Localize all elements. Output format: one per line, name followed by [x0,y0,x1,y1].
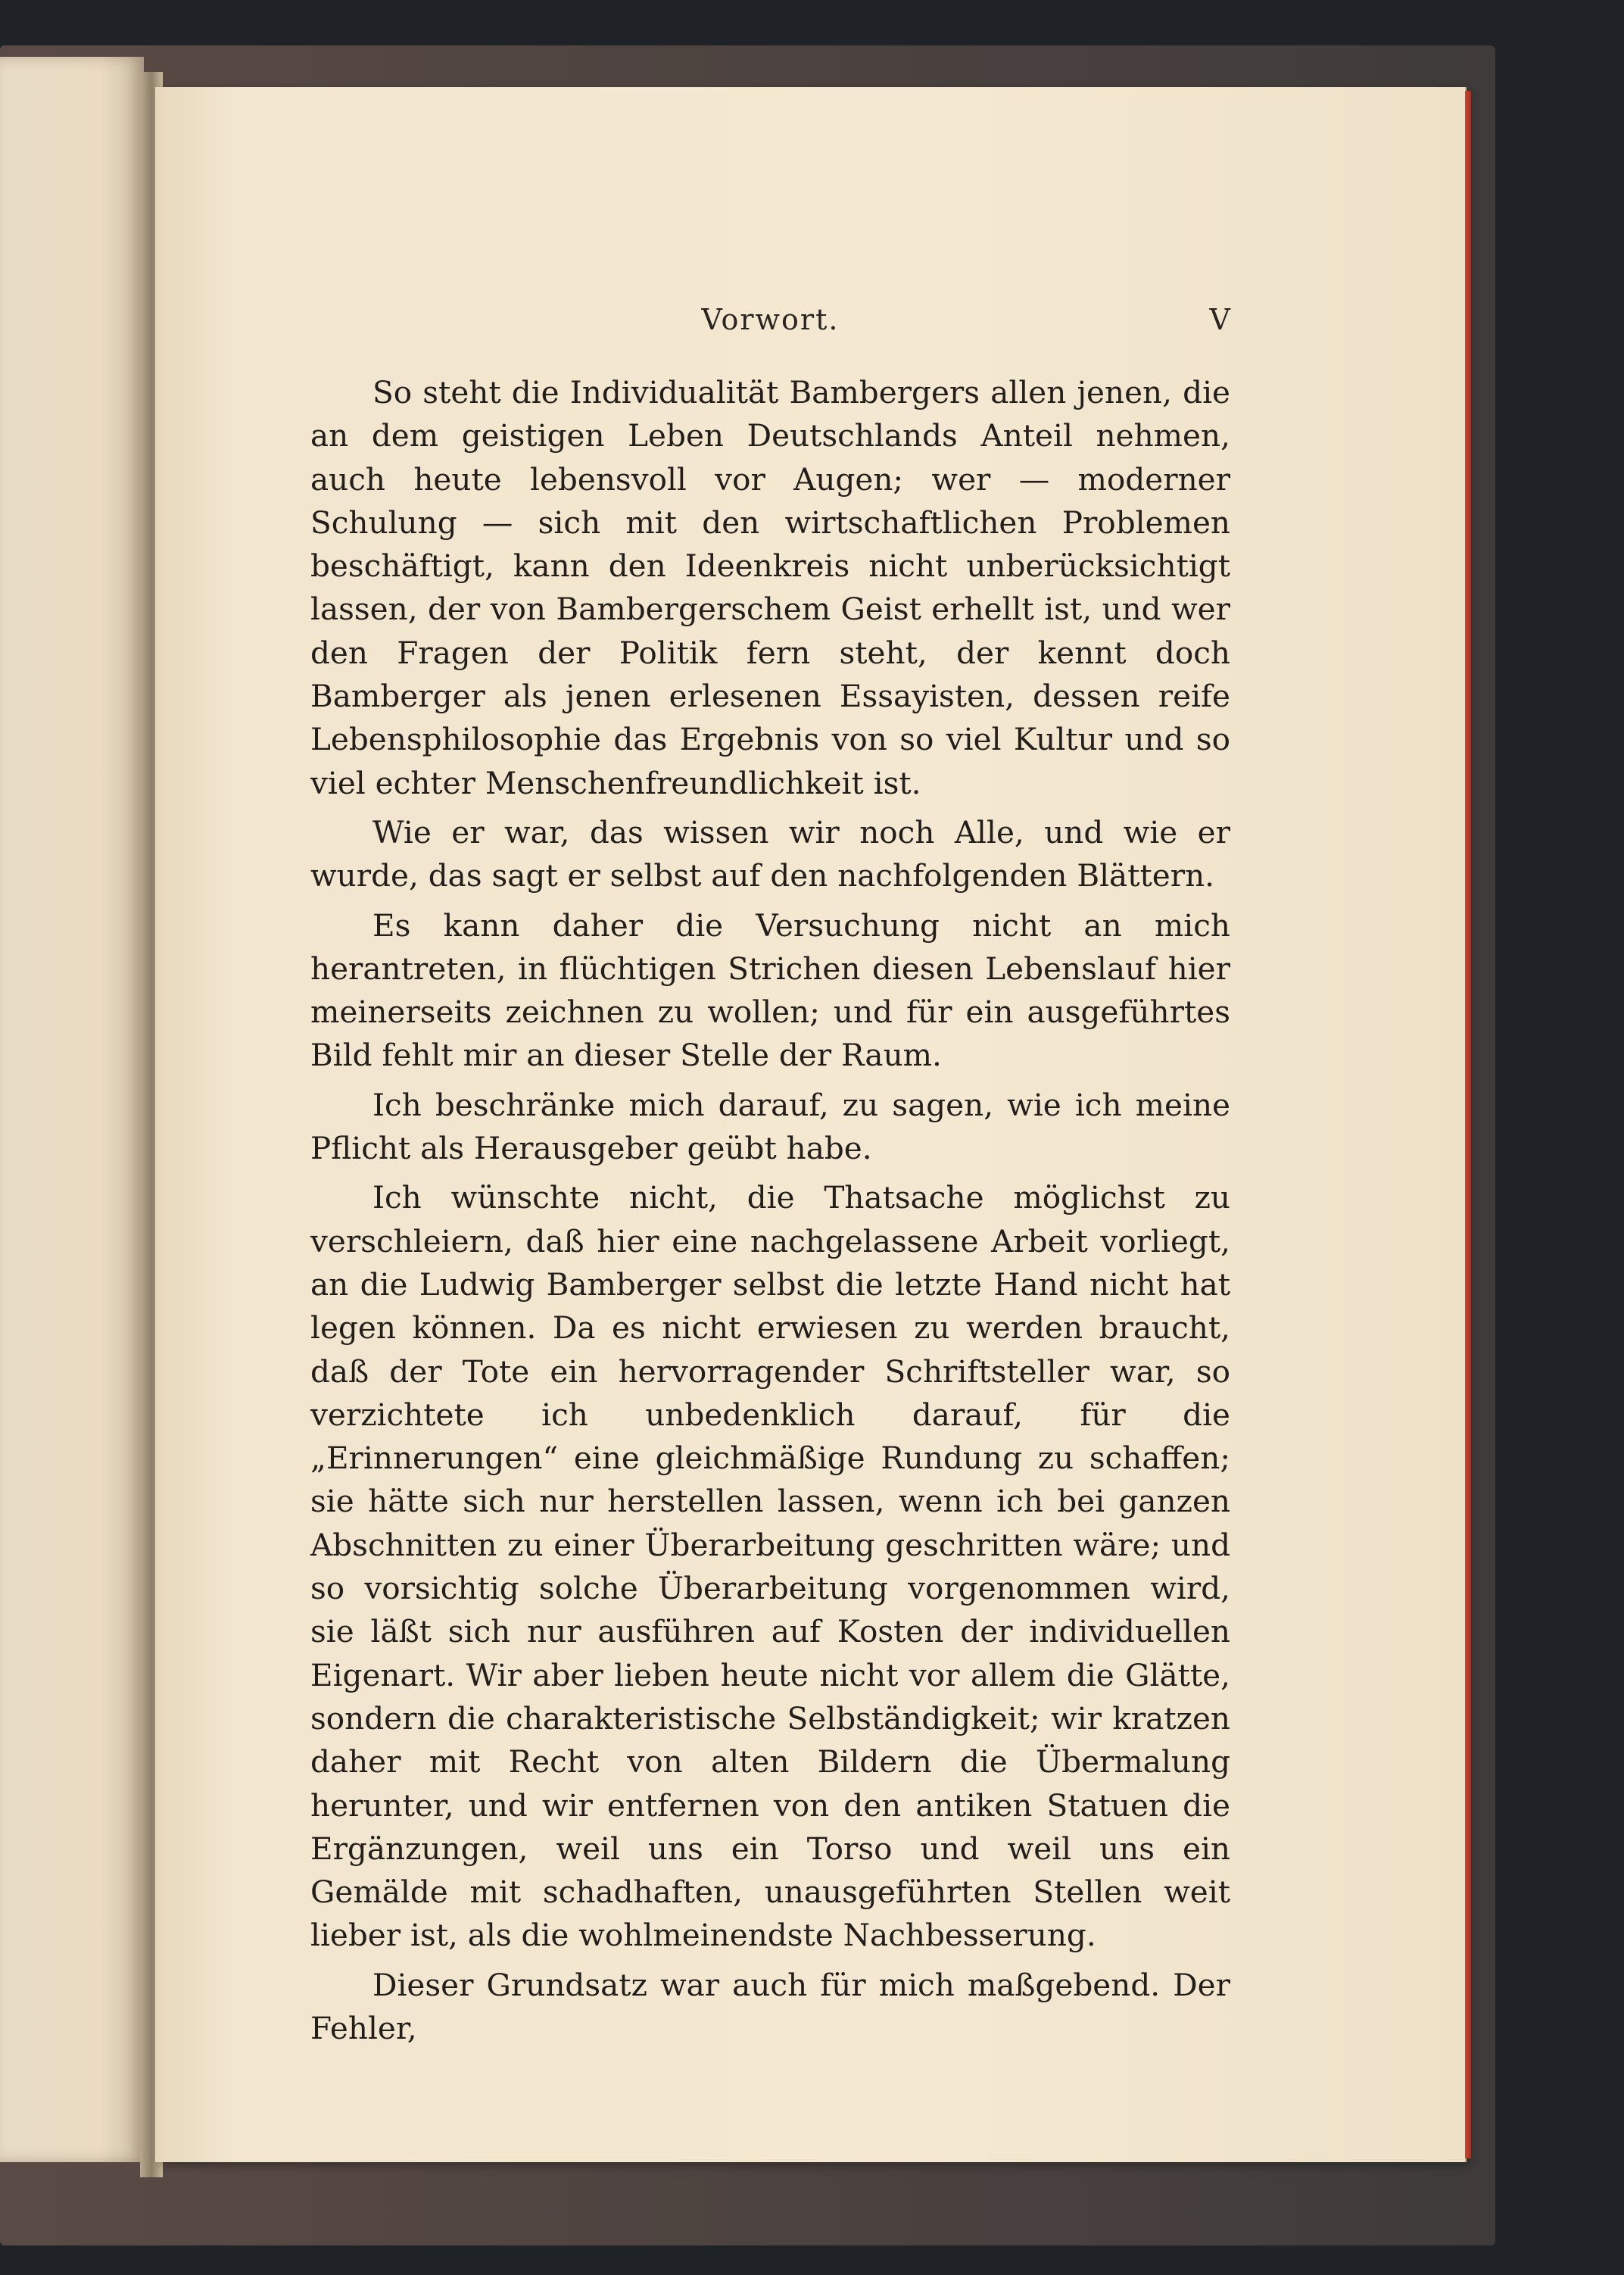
running-head [310,303,1230,348]
body-text [310,371,1230,2056]
paragraph-1: So steht die Individualität Bambergers allen jenen, die an dem geistigen Leben Deutschlands Anteil nehmen, auch heute lebensvoll vor Augen; wer — moderner Schulung — sich mit den wirtschaftlichen Problemen beschäftigt, kann den Ideenkreis nicht unberücksichtigt lassen, der von Bambergerschem Geist erhellt ist, und wer den Fragen der Politik fern steht, der kennt doch Bamberger als jenen erlesenen Essayisten, dessen reife Lebensphilosophie das Ergebnis von so viel Kultur und so viel echter Menschenfreundlichkeit ist. [310,374,1230,801]
left-page [0,57,144,2162]
paragraph-5: Ich wünschte nicht, die Thatsache möglichst zu verschleiern, daß hier eine nachgelassene Arbeit vorliegt, an die Ludwig Bamberger selbst die letzte Hand nicht hat legen können. Da es nicht erwiesen zu werden braucht, daß der Tote ein hervorragender Schriftsteller war, so verzichtete ich unbedenklich darauf, für die „Erinnerungen“ eine gleichmäßige Rundung zu schaffen; sie hätte sich nur herstellen lassen, wenn ich bei ganzen Abschnitten zu einer Überarbeitung geschritten wäre; und so vorsichtig solche Überarbeitung vorgenommen wird, sie läßt sich nur ausführen auf Kosten der individuellen Eigenart. Wir aber lieben heute nicht vor allem die Glätte, sondern die charakteristische Selbständigkeit; wir kratzen daher mit Recht von alten Bildern die Übermalung herunter, und wir entfernen von den antiken Statuen die Ergänzungen, weil uns ein Torso und weil uns ein Gemälde mit schadhaften, unausgeführten Stellen weit lieber ist, als die wohlmeinendste Nachbesserung. [310,1179,1230,1954]
paragraph-2: Wie er war, das wissen wir noch Alle, und wie er wurde, das sagt er selbst auf den nachfolgenden Blättern. [310,813,1230,894]
page-number: V [1209,303,1230,336]
running-title: Vorwort. [701,303,840,336]
paragraph-4: Ich beschränke mich darauf, zu sagen, wie ich meine Pflicht als Herausgeber geübt habe. [310,1086,1230,1167]
paragraph-3: Es kann daher die Versuchung nicht an mich herantreten, in flüchtigen Strichen diesen Lebenslauf hier meinerseits zeichnen zu wollen; und für ein ausgeführtes Bild fehlt mir an dieser Stelle der Raum. [310,907,1230,1074]
paragraph-6: Dieser Grundsatz war auch für mich maßgebend. Der Fehler, [310,1966,1230,2046]
page-edge [1465,91,1471,2158]
